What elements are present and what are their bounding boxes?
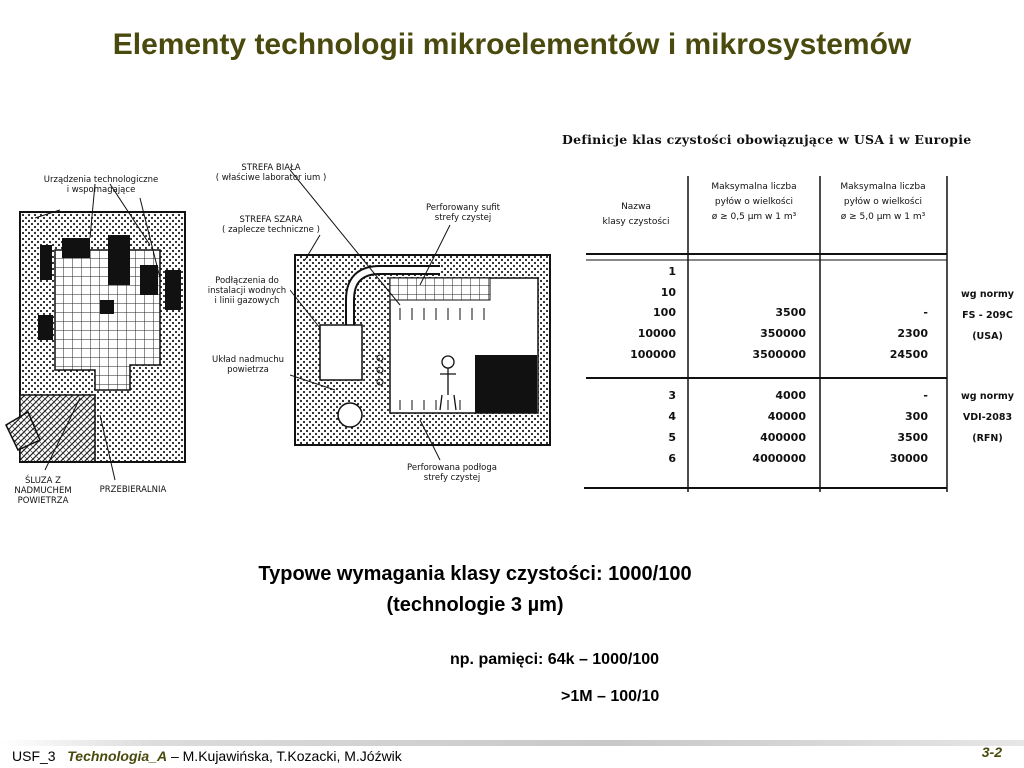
col1-value: 4000000 <box>752 452 806 465</box>
slide-title: Elementy technologii mikroelementów i mikrosystemów <box>112 28 912 61</box>
table-title: Definicje klas czystości obowiązujące w USA i w Europie <box>562 132 972 147</box>
eu-norm-note: wg normy VDI-2083 (RFN) <box>961 391 1014 444</box>
col2-value: - <box>923 306 928 319</box>
cleanroom-floorplan <box>0 150 290 530</box>
footer-code: USF_3 <box>12 748 56 764</box>
col2-value: 24500 <box>889 348 928 361</box>
col1-value: 3500000 <box>752 348 806 361</box>
col2-value: - <box>923 389 928 402</box>
label-urzadzenia: Urządzenia technologiczne i wspomagające <box>43 175 159 195</box>
class-value: 4 <box>668 410 676 423</box>
label-uklad-nadmuchu: Układ nadmuchu powietrza <box>212 355 284 375</box>
header-col1: Maksymalna liczba pyłów o wielkości ø ≥ 0,5 µm w 1 m³ <box>711 182 797 222</box>
class-value: 100000 <box>630 348 676 361</box>
col1-value: 350000 <box>760 327 806 340</box>
class-value: 100 <box>653 306 676 319</box>
col1-value: 400000 <box>760 431 806 444</box>
label-podlaczenia: Podłączenia do instalacji wodnych i linii gazowych <box>207 276 287 306</box>
header-col2: Maksymalna liczba pyłów o wielkości ø ≥ 5,0 µm w 1 m³ <box>840 182 926 222</box>
memory-example-1: np. pamięci: 64k – 1000/100 <box>450 651 660 668</box>
col2-value: 2300 <box>897 327 928 340</box>
col1-value: 40000 <box>767 410 806 423</box>
memory-example-2: >1M – 100/10 <box>561 688 660 705</box>
col2-value: 3500 <box>897 431 928 444</box>
footer <box>12 748 402 764</box>
class-value: 6 <box>668 452 676 465</box>
col2-value: 300 <box>905 410 928 423</box>
col2-value: 30000 <box>889 452 928 465</box>
class-value: 1 <box>668 265 676 278</box>
header-class-name: Nazwa klasy czystości <box>602 202 670 227</box>
requirements-line1: Typowe wymagania klasy czystości: 1000/100 <box>258 563 692 585</box>
class-value: 3 <box>668 389 676 402</box>
label-strefa-biala: STREFA BIAŁA ( właściwe laborator ium ) <box>215 163 327 183</box>
label-perforowana-podloga: Perforowana podłoga strefy czystej <box>407 463 497 483</box>
footer-book: Technologia_A <box>67 748 168 764</box>
class-value: 10 <box>660 286 676 299</box>
cleanroom-section <box>290 150 560 480</box>
label-przebieralnia: PRZEBIERALNIA <box>99 485 167 495</box>
page-number: 3-2 <box>981 744 1002 760</box>
usa-norm-note: wg normy FS - 209C (USA) <box>961 289 1014 342</box>
footer-divider <box>0 740 1024 746</box>
footer-authors: – M.Kujawińska, T.Kozacki, M.Jóźwik <box>167 748 402 764</box>
col1-value: 4000 <box>775 389 806 402</box>
col1-value: 3500 <box>775 306 806 319</box>
label-strefa-szara: STREFA SZARA ( zaplecze techniczne ) <box>222 215 320 235</box>
class-value: 5 <box>668 431 676 444</box>
class-value: 10000 <box>637 327 676 340</box>
label-sluza: ŚLUZA Z NADMUCHEM POWIETRZA <box>14 476 72 506</box>
requirements-line2: (technologie 3 µm) <box>386 594 564 616</box>
label-perforowany-sufit: Perforowany sufit strefy czystej <box>425 203 501 223</box>
